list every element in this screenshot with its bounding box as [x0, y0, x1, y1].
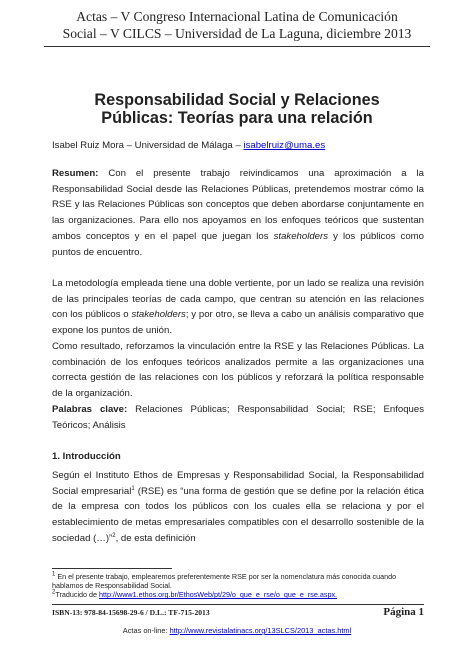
paper-title-line-1: Responsabilidad Social y Relaciones: [94, 91, 380, 109]
paper-title-line-2: Públicas: Teorías para una relación: [101, 109, 373, 127]
abstract-paragraph-3: Como resultado, reforzamos la vinculación entre la RSE y las Relaciones Públicas. La combinación de los enfoques teóricos analizados permite a las organizaciones una correcta gestión de las relaciones con los públicos y reforzará la política responsable de la organización.: [52, 341, 424, 400]
page-number: Página 1: [383, 606, 424, 618]
online-proceedings-link[interactable]: http://www.revistalatinacs.org/13SLCS/2013_actas.html: [169, 626, 352, 635]
abstract-label: Resumen:: [52, 168, 99, 179]
online-label: Actas on-line:: [122, 626, 170, 635]
footnote-1: [52, 573, 424, 590]
footnote-1-number: 1: [52, 571, 56, 578]
footnote-2-link[interactable]: http://www1.ethos.org.br/EthosWeb/pt/29/o_que_e_rse/o_que_e_rse.aspx.: [99, 590, 338, 599]
online-proceedings-line: [0, 626, 474, 635]
footnote-1-text: En el presente trabajo, emplearemos preferentemente RSE por ser la nomenclatura más conocida cuando hablamos de Responsabilidad Social.: [52, 572, 397, 590]
footnote-ref-2[interactable]: 2: [112, 532, 116, 539]
section-heading-introduccion: 1. Introducción: [52, 451, 121, 462]
footnote-2-number: 2: [52, 589, 56, 596]
footnote-2: [52, 591, 424, 600]
header-divider: [44, 46, 430, 47]
abstract-emphasis-1: stakeholders: [273, 230, 329, 242]
intro-text-b: (RSE) es “una forma de gestión que se define por la relación ética de la empresa con todos los públicos con los cuales ella se relaciona y por el establecimiento de metas empresariales compatibles con el desarrollo sostenible de la sociedad (…)”: [52, 485, 424, 544]
author-line: [52, 140, 325, 151]
keywords-paragraph: [52, 402, 424, 433]
abstract-text-1b: y los públicos como puntos de encuentro.: [52, 230, 424, 258]
abstract-paragraph-1: [52, 166, 424, 260]
keywords-text: Relaciones Públicas; Responsabilidad Social; RSE; Enfoques Teóricos; Análisis: [52, 404, 424, 431]
abstract-text-1a: Con el presente trabajo reivindicamos una aproximación a la Responsabilidad Social desde las Relaciones Públicas, pretendemos mostrar cómo la RSE y las Relaciones Públicas son conceptos que deben abordarse conjuntamente en las organizaciones. Para ello nos apoyamos en los enfoques teóricos que sustentan ambos conceptos y en el papel que juegan los: [52, 168, 424, 242]
intro-text-c: , de esta definición: [115, 532, 196, 544]
keywords-label: Palabras clave:: [52, 404, 128, 415]
abstract-paragraph-2: [52, 276, 424, 339]
header-line-2: Social – V CILCS – Universidad de La Laguna, diciembre 2013: [62, 26, 412, 41]
author-affiliation: Isabel Ruiz Mora – Universidad de Málaga –: [52, 140, 244, 151]
author-email-link[interactable]: isabelruiz@uma.es: [243, 140, 326, 151]
intro-text-a: Según el Instituto Ethos de Empresas y Responsabilidad Social, la Responsabilidad Social empresarial: [52, 470, 424, 497]
footnote-divider: [52, 568, 172, 569]
footer-isbn: ISBN-13: 978-84-15698-29-6 / D.L.: TF-715-2013: [52, 608, 210, 617]
header-line-1: Actas – V Congreso Internacional Latina de Comunicación: [76, 9, 398, 24]
abstract-emphasis-2: stakeholders: [131, 309, 186, 321]
abstract-text-2b: ; y por otro, se lleva a cabo un análisis comparativo que expone los puntos de unión.: [52, 309, 424, 337]
footer-divider: [52, 604, 424, 605]
abstract-text-2a: La metodología empleada tiene una doble vertiente, por un lado se realiza una revisión de las principales teorías de cada campo, que centran su atención en las relaciones con los públicos o: [52, 278, 424, 321]
footnote-ref-1[interactable]: 1: [131, 485, 135, 492]
intro-paragraph: [52, 468, 424, 547]
footnote-2-text: Traducido de: [55, 590, 100, 599]
